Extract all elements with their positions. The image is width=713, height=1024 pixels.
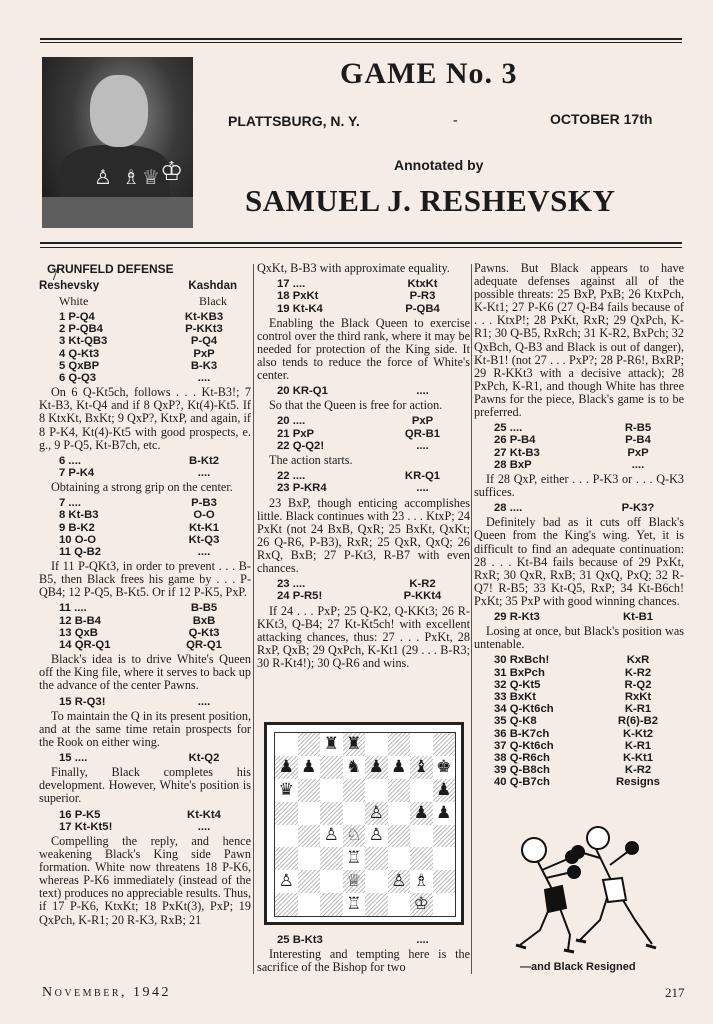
- white-move: 27 Kt-B3: [494, 446, 540, 459]
- move-row: [257, 415, 470, 427]
- header-bottom-rule-2: [40, 247, 682, 248]
- chess-piece-square: ♜: [323, 733, 339, 754]
- white-move: 40 Q-B7ch: [494, 776, 550, 789]
- chess-square: [320, 847, 343, 870]
- move-row: [39, 323, 251, 335]
- move-row: [257, 303, 470, 315]
- chess-piece-square: ♛: [278, 779, 294, 800]
- white-label: White: [59, 294, 89, 308]
- move-row: [39, 348, 251, 360]
- annotation: Compelling the reply, and hence weakening Black's King side Pawn formation. White now threatens 18 P-K6, whereas P-K6 immediately (instead of the text) produces no appreciable results. Thus, if 17 P-K6, KtxKt; 18 PxKt(3), PxP; 19 QxPch, K-R1; 20 R-K3, RxB; 21: [39, 833, 251, 927]
- annotation: Finally, Black completes his development. However, White's position is superior.: [39, 765, 251, 806]
- move-row: [39, 360, 251, 372]
- move-row: [257, 590, 470, 602]
- black-move: K-Kt2: [622, 727, 654, 740]
- black-move: R(6)-B2: [617, 715, 659, 728]
- annotation: Black's idea is to drive White's Queen off the King file, where it serves to back up the advance of the center Pawns.: [39, 652, 251, 693]
- chess-square: [388, 893, 411, 916]
- chess-piece-square: ♕: [343, 870, 366, 893]
- black-move: ....: [197, 372, 211, 385]
- chess-square: [433, 825, 456, 848]
- white-move: 25 ....: [494, 422, 523, 435]
- chess-square: [365, 779, 388, 802]
- move-row: [474, 776, 684, 788]
- black-move: K-R2: [409, 578, 436, 591]
- white-move: 21 PxP: [277, 427, 315, 440]
- chess-square: [433, 870, 456, 893]
- white-move: 26 P-B4: [494, 434, 536, 447]
- column-3: [474, 262, 684, 789]
- black-move: B-Kt2: [188, 454, 220, 467]
- chess-square: [320, 802, 343, 825]
- white-move: 32 Q-Kt5: [494, 678, 541, 691]
- white-move: 15 ....: [59, 752, 88, 765]
- black-move: Kt-Q3: [188, 533, 220, 546]
- chess-piece-square: ♔: [410, 893, 433, 916]
- move-row: [39, 752, 251, 764]
- chess-square: [298, 733, 321, 756]
- white-move: 7 ....: [59, 497, 81, 510]
- black-move: ....: [416, 385, 429, 398]
- top-rule: [40, 38, 682, 40]
- black-move: P-K3?: [621, 502, 655, 515]
- chess-square: [343, 802, 366, 825]
- black-move: P-Q4: [190, 335, 218, 348]
- move-row: [474, 691, 684, 703]
- white-move: 36 B-K7ch: [494, 727, 550, 740]
- move-list: [39, 602, 251, 651]
- black-move: ....: [416, 439, 429, 452]
- black-move: QR-B1: [404, 427, 441, 440]
- annotation: Obtaining a strong grip on the center.: [51, 480, 233, 495]
- chess-square: [410, 825, 433, 848]
- black-move: B-K3: [190, 359, 218, 372]
- black-player: Kashdan: [188, 280, 237, 292]
- header-bottom-rule: [40, 242, 682, 244]
- black-move: K-Kt1: [622, 752, 654, 764]
- move-row: [257, 578, 470, 590]
- chess-piece-square: ♝: [410, 756, 433, 779]
- black-move: K-R2: [624, 764, 652, 777]
- black-move: R-B5: [624, 422, 652, 435]
- page-number: 217: [665, 985, 685, 1000]
- black-move: P-QB4: [405, 302, 440, 315]
- chess-piece-square: ♙: [388, 870, 411, 893]
- white-move: 30 RxBch!: [494, 654, 550, 667]
- annotation: Definitely bad as it cuts off Black's Queen from the King's wing. Yet, it is difficult to find an adequate continuation: 28 . . . Kt-B4 fails because of 29 PxKt, RxR; 30 QxR, RxB; 31 QxQ, PxQ; 32 R-Q7! R-B5; 33 Kt-Q5, RxP; 34 Kt-B6ch! PxKt; 35 PxP with good winning chances.: [474, 515, 684, 608]
- white-move: 22 ....: [277, 470, 306, 483]
- chess-square: [410, 847, 433, 870]
- annotation: If 28 QxP, either . . . P-K3 or . . . Q-K3 suffices.: [474, 471, 684, 500]
- move-row: [474, 667, 684, 679]
- white-move: 4 Q-Kt3: [59, 347, 100, 360]
- white-move: 16 P-K5: [59, 808, 101, 821]
- chess-piece-square: ♙: [278, 871, 294, 892]
- move-row: [257, 385, 470, 397]
- annotation: The action starts.: [269, 453, 353, 468]
- portrait-photo: ♙ ♗ ♕ ♔: [42, 57, 193, 228]
- black-move: ....: [416, 482, 429, 495]
- move-list: [474, 502, 684, 514]
- column-divider-1: [253, 264, 254, 974]
- white-move: 17 ....: [277, 278, 306, 291]
- white-move: 1 P-Q4: [59, 311, 95, 323]
- black-move: KtxKt: [407, 278, 438, 291]
- white-move: 35 Q-K8: [494, 715, 537, 728]
- black-move: ....: [197, 695, 211, 708]
- chess-square: [298, 825, 321, 848]
- move-list: [474, 654, 684, 788]
- white-move: 7 P-K4: [59, 466, 95, 479]
- black-move: O-O: [193, 509, 215, 522]
- chess-square: [388, 847, 411, 870]
- white-move: 2 P-QB4: [59, 323, 103, 336]
- white-move: 34 Q-Kt6ch: [494, 703, 554, 716]
- white-move: 11 Q-B2: [59, 546, 102, 558]
- game-title: GAME No. 3: [340, 57, 518, 90]
- black-move: K-R2: [624, 666, 652, 679]
- black-move: P-B4: [625, 434, 651, 447]
- move-list: [39, 311, 251, 384]
- chess-piece-square: ♙: [368, 825, 384, 846]
- chess-square: [298, 870, 321, 893]
- white-move: 17 Kt-Kt5!: [59, 820, 113, 833]
- opening-name: GRUNFELD DEFENSE: [47, 262, 174, 276]
- annotation: QxKt, B-B3 with approximate equality.: [257, 261, 450, 275]
- column-2-bottom: [257, 934, 470, 977]
- white-move: 31 BxPch: [494, 666, 545, 679]
- chess-square: [365, 870, 388, 893]
- move-row: [39, 627, 251, 639]
- move-row: [39, 602, 251, 614]
- move-row: [39, 467, 251, 479]
- chess-piece-square: ♘: [343, 825, 366, 848]
- move-row: [39, 534, 251, 546]
- column-2: [257, 262, 470, 673]
- move-row: [39, 372, 251, 384]
- chess-piece-square: ♟: [275, 756, 298, 779]
- move-row: [257, 934, 470, 946]
- chess-piece-square: ♟: [410, 802, 433, 825]
- chess-square: [320, 756, 343, 779]
- black-move: PxP: [193, 347, 215, 360]
- move-row: [474, 740, 684, 752]
- cartoon-caption: —and Black Resigned: [520, 961, 636, 973]
- chess-square: [320, 870, 343, 893]
- annotation: Enabling the Black Queen to exercise control over the third rank, where it may be needed for protection of the King side. It also tends to reduce the force of White's center.: [257, 315, 470, 383]
- move-row: [39, 639, 251, 651]
- white-player: Reshevsky: [39, 280, 100, 292]
- annotation: Losing at once, but Black's position was untenable.: [474, 624, 684, 652]
- black-move: P-KKt3: [185, 323, 223, 336]
- chess-piece-square: ♚: [436, 756, 452, 777]
- footer-issue-date: November, 1942: [42, 985, 172, 1000]
- move-row: [257, 482, 470, 494]
- white-move: 29 R-Kt3: [494, 610, 540, 623]
- annotation: Pawns. But Black appears to have adequate defenses against all of the possible threats: 25 BxP, PxB; 26 KtxPch, K-Kt1; 27 P-K6 (27 Q-B4 fails because of . . . KtxP!; 28 PxKt, RxR; 29 QxPch, K-R1; 30 Q-B5, RxRch; 31 K-R2, BxPch; 32 QxBch, Q-B3 and Black is out of danger), Kt-B1! (not 27 . . . PxP?; 28 P-R6!, BxRP; 29 R-KKt3 with a decisive attack); 28 PxPch, K-R1, and though White has three Pawns for the piece, Black's game is to be preferred.: [474, 261, 684, 420]
- black-move: Kt-Q2: [188, 752, 220, 765]
- move-row: [474, 447, 684, 459]
- game-date: OCTOBER 17th: [550, 111, 653, 127]
- black-move: Kt-Kt4: [187, 808, 221, 821]
- white-move: 14 QR-Q1: [59, 639, 111, 652]
- black-move: Kt-B1: [622, 610, 654, 623]
- sides-header: [39, 292, 251, 311]
- annotation: Interesting and tempting here is the sacrifice of the Bishop for two: [257, 947, 470, 975]
- chess-square: [365, 847, 388, 870]
- chess-square: [298, 893, 321, 916]
- move-list: [39, 752, 251, 764]
- move-list: [257, 934, 470, 946]
- move-row: [39, 696, 251, 708]
- column-1: [39, 262, 251, 930]
- move-row: [474, 459, 684, 471]
- white-move: 23 P-KR4: [277, 482, 327, 495]
- move-list: [257, 470, 470, 494]
- chess-square: [365, 893, 388, 916]
- chess-piece-square: ♖: [346, 894, 362, 915]
- chess-diagram: [264, 722, 464, 925]
- move-list: [39, 455, 251, 479]
- chess-square: [298, 847, 321, 870]
- white-move: 24 P-R5!: [277, 590, 323, 603]
- annotation: If 24 . . . PxP; 25 Q-K2, Q-KKt3; 26 R-KKt3, Q-B4; 27 Kt-Kt5ch! with excellent attacking chances, thus: 27 . . . PxKt, 28 RxP, QxB; 29 QxPch, K-Kt1 (29 . . . B-R3; 30 R-Kt4!); 30 Q-R6 and wins.: [257, 603, 470, 670]
- chess-square: [298, 779, 321, 802]
- white-move: 22 Q-Q2!: [277, 439, 325, 452]
- chess-square: [433, 733, 456, 756]
- white-move: 10 O-O: [59, 533, 97, 546]
- move-row: [39, 335, 251, 347]
- chess-piece-square: ♟: [301, 756, 317, 777]
- annotation: 23 BxP, though enticing accomplishes little. Black continues with 23 . . . KtxP; 24 PxKt (not 24 BxB, QxR; 25 BxKt, QxKt; 26 Q-R6, P-B3), RxR; 25 QxR, QxQ; 26 RxQ, BxB; 27 P-Kt3, R-B7 with even chances.: [257, 495, 470, 576]
- black-move: ....: [631, 458, 645, 471]
- black-move: Q-Kt3: [188, 626, 220, 639]
- black-move: P-B3: [191, 497, 217, 510]
- white-move: 3 Kt-QB3: [59, 335, 108, 348]
- black-move: RxKt: [624, 690, 652, 703]
- chess-square: [410, 733, 433, 756]
- annotation: To maintain the Q in its present position, and at the same time retain prospects for the Rook on either wing.: [39, 708, 251, 749]
- black-move: ....: [197, 820, 211, 833]
- move-list: [257, 385, 470, 397]
- white-move: 8 Kt-B3: [59, 509, 99, 522]
- chess-piece-square: ♙: [365, 802, 388, 825]
- move-list: [257, 415, 470, 452]
- move-list: [257, 578, 470, 602]
- move-row: [39, 821, 251, 833]
- chess-piece-square: ♞: [346, 756, 362, 777]
- chess-square: [275, 802, 298, 825]
- chess-square: [343, 779, 366, 802]
- move-row: [39, 509, 251, 521]
- chess-piece-square: ♗: [413, 871, 429, 892]
- black-move: P-R3: [409, 290, 436, 303]
- chess-square: [320, 779, 343, 802]
- black-move: Kt-KB3: [184, 311, 224, 323]
- move-row: [39, 546, 251, 558]
- move-row: [474, 715, 684, 727]
- chess-square: [433, 847, 456, 870]
- move-row: [474, 434, 684, 446]
- move-row: [39, 522, 251, 534]
- black-move: ....: [197, 466, 211, 479]
- white-move: 6 Q-Q3: [59, 372, 97, 385]
- white-move: 20 ....: [277, 415, 306, 428]
- black-label: Black: [199, 294, 227, 308]
- move-row: [39, 615, 251, 627]
- move-row: [474, 679, 684, 691]
- black-move: KR-Q1: [404, 470, 441, 483]
- players: [39, 280, 251, 292]
- chess-square: [388, 779, 411, 802]
- move-list: [474, 422, 684, 471]
- chess-square: [410, 779, 433, 802]
- black-move: PxP: [411, 415, 434, 428]
- annotation: So that the Queen is free for action.: [269, 398, 443, 413]
- chess-square: [275, 893, 298, 916]
- black-move: ....: [197, 546, 211, 558]
- annotated-by-label: Annotated by: [394, 157, 484, 173]
- white-move: 9 B-K2: [59, 521, 95, 534]
- game-location: PLATTSBURG, N. Y.: [228, 113, 360, 129]
- chess-piece-square: ♜: [343, 733, 366, 756]
- black-move: BxB: [192, 614, 216, 627]
- move-row: [39, 809, 251, 821]
- move-row: [257, 278, 470, 290]
- white-move: 39 Q-B8ch: [494, 764, 550, 777]
- move-row: [257, 440, 470, 452]
- move-list: [39, 696, 251, 708]
- top-rule-2: [40, 42, 682, 43]
- move-row: [257, 470, 470, 482]
- white-move: 20 KR-Q1: [277, 385, 328, 398]
- move-row: [474, 422, 684, 434]
- move-list: [257, 278, 470, 315]
- move-row: [474, 703, 684, 715]
- move-row: [257, 290, 470, 302]
- chess-square: [275, 847, 298, 870]
- white-move: 12 B-B4: [59, 614, 102, 627]
- move-row: [474, 611, 684, 623]
- separator-dash: -: [453, 113, 458, 128]
- black-move: Kt-K1: [188, 521, 220, 534]
- chess-square: [275, 825, 298, 848]
- chess-piece-square: ♟: [433, 779, 456, 802]
- move-row: [39, 455, 251, 467]
- black-move: B-B5: [190, 602, 218, 615]
- boxing-cartoon: [500, 820, 670, 965]
- chess-square: [365, 733, 388, 756]
- move-row: [474, 752, 684, 764]
- white-move: 15 R-Q3!: [59, 695, 106, 708]
- white-move: 23 ....: [277, 578, 306, 591]
- chess-square: [433, 893, 456, 916]
- chess-board: [274, 732, 456, 917]
- black-move: R-Q2: [624, 678, 652, 691]
- move-row: [474, 654, 684, 666]
- black-move: KxR: [626, 654, 650, 667]
- move-list: [39, 809, 251, 833]
- move-row: [474, 728, 684, 740]
- move-row: [474, 502, 684, 514]
- black-move: QR-Q1: [186, 639, 222, 652]
- white-move: 28 BxP: [494, 458, 532, 471]
- white-move: 19 Kt-K4: [277, 302, 323, 315]
- white-move: 25 B-Kt3: [277, 934, 323, 946]
- white-move: 37 Q-Kt6ch: [494, 739, 554, 752]
- chess-piece-square: ♟: [391, 756, 407, 777]
- chess-square: [320, 893, 343, 916]
- move-list: [39, 497, 251, 558]
- chess-square: [298, 802, 321, 825]
- chess-square: [275, 733, 298, 756]
- chess-piece-square: ♙: [323, 825, 339, 846]
- move-row: [39, 497, 251, 509]
- black-move: ....: [416, 934, 429, 946]
- column-divider-2: [471, 264, 472, 974]
- white-move: 18 PxKt: [277, 290, 319, 303]
- white-move: 13 QxB: [59, 626, 98, 639]
- chess-piece-square: ♖: [346, 848, 362, 869]
- annotation: On 6 Q-Kt5ch, follows . . . Kt-B3!; 7 Kt-B3, Kt-Q4 and if 8 QxP?, Kt(4)-Kt5. If 8 KtxKt, BxKt; 9 QxP?, KtxP, and again, if 8 P-K4, Kt(4)-Kt5 with good prospects, e. g., 9 P-Q5, Kt-B7ch, etc.: [39, 385, 251, 452]
- white-move: 33 BxKt: [494, 690, 537, 703]
- black-move: P-KKt4: [403, 590, 442, 603]
- black-move: PxP: [627, 446, 649, 459]
- black-move: K-R1: [624, 739, 652, 752]
- move-row: [39, 311, 251, 323]
- white-move: 6 ....: [59, 454, 81, 467]
- white-move: 28 ....: [494, 502, 523, 515]
- chess-piece-square: ♟: [365, 756, 388, 779]
- chess-piece-square: ♟: [436, 802, 452, 823]
- chess-square: [388, 825, 411, 848]
- white-move: 11 ....: [59, 602, 87, 615]
- move-list: [474, 611, 684, 623]
- annotation: If 11 P-QKt3, in order to prevent . . . B-B5, then Black frees his game by . . . P-QB4; 12 P-Q5, B-Kt5. Or if 12 P-K5, PxP.: [39, 559, 251, 600]
- chess-square: [388, 802, 411, 825]
- move-row: [257, 428, 470, 440]
- white-move: 5 QxBP: [59, 359, 100, 372]
- annotator-name: SAMUEL J. RESHEVSKY: [245, 183, 616, 218]
- black-move: Resigns: [616, 776, 660, 789]
- white-move: 38 Q-R6ch: [494, 752, 550, 764]
- chess-square: [388, 733, 411, 756]
- black-move: K-R1: [624, 703, 652, 716]
- move-row: [474, 764, 684, 776]
